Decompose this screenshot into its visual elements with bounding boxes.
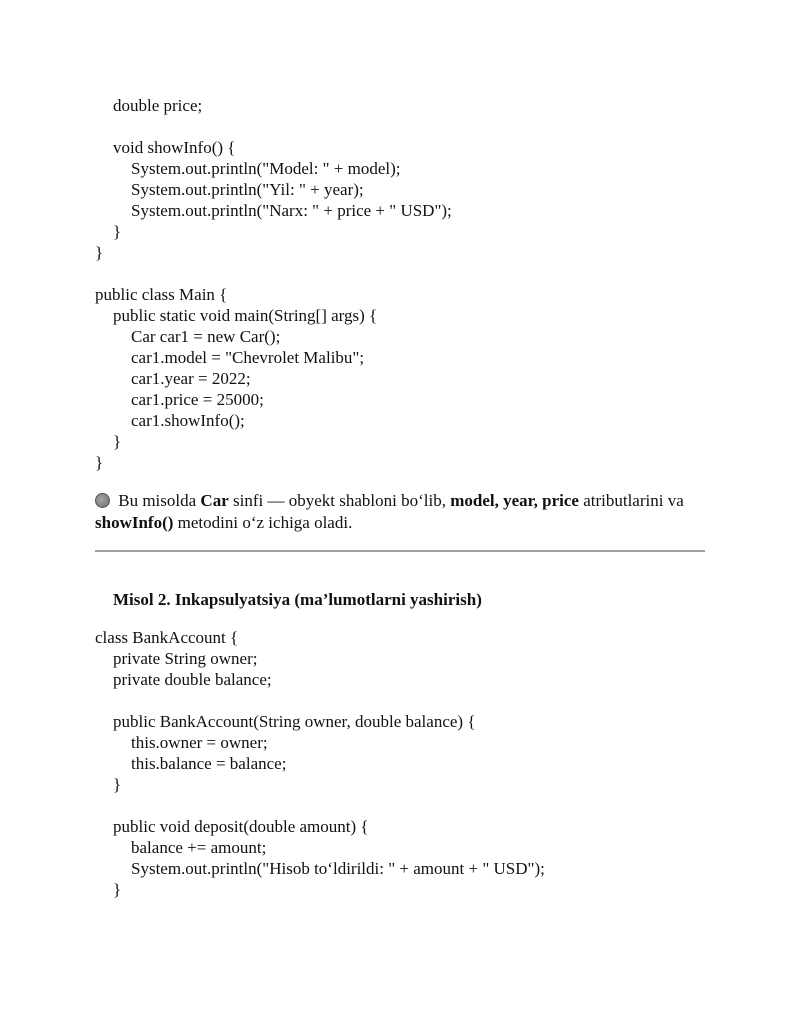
explanation-bold: Car [200, 491, 229, 510]
horizontal-divider [95, 550, 705, 552]
explanation-bold: model, year, price [450, 491, 579, 510]
code-line: public void deposit(double amount) { [113, 817, 369, 836]
code-line: void showInfo() { [113, 138, 236, 157]
code-line: } [113, 880, 122, 899]
code-line: } [113, 222, 122, 241]
explanation-text: atributlarini va [578, 491, 684, 510]
code-line: car1.year = 2022; [131, 369, 251, 388]
code-line: } [95, 453, 104, 472]
grey-circle-icon [95, 493, 110, 508]
code-line: public static void main(String[] args) { [113, 306, 378, 325]
code-line: } [113, 432, 122, 451]
code-line: public class Main { [95, 285, 228, 304]
explanation-text: Bu misolda [114, 491, 201, 510]
explanation-text: sinfi — obyekt shabloni bo‘lib, [228, 491, 451, 510]
code-line: double price; [113, 96, 203, 115]
explanation-bold: showInfo() [95, 513, 174, 532]
code-line: } [95, 243, 104, 262]
code-line: } [113, 775, 122, 794]
explanation-text: metodini o‘z ichiga oladi. [173, 513, 353, 532]
code-line: Car car1 = new Car(); [131, 327, 281, 346]
code-line: car1.model = "Chevrolet Malibu"; [131, 348, 365, 367]
code-line: System.out.println("Model: " + model); [131, 159, 401, 178]
code-line: class BankAccount { [95, 628, 239, 647]
code-line: car1.price = 25000; [131, 390, 264, 409]
code-line: car1.showInfo(); [131, 411, 245, 430]
code-line: System.out.println("Narx: " + price + " USD"); [131, 201, 452, 220]
code-line: this.balance = balance; [131, 754, 287, 773]
code-line: private String owner; [113, 649, 258, 668]
code-line: System.out.println("Hisob to‘ldirildi: " + amount + " USD"); [131, 859, 545, 878]
explanation-paragraph [95, 490, 715, 534]
section-heading: Misol 2. Inkapsulyatsiya (ma’lumotlarni yashirish) [113, 590, 482, 609]
code-line: balance += amount; [131, 838, 267, 857]
code-line: this.owner = owner; [131, 733, 268, 752]
code-line: public BankAccount(String owner, double balance) { [113, 712, 476, 731]
code-line: private double balance; [113, 670, 272, 689]
code-line: System.out.println("Yil: " + year); [131, 180, 364, 199]
